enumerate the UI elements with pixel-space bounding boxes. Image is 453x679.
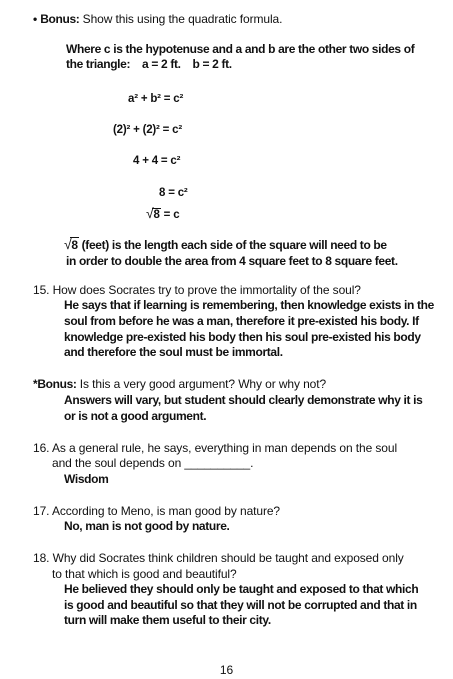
bonus-question-text: Is this a very good argument? Why or why not? <box>76 377 327 391</box>
question-17: 17. According to Meno, is man good by nature? <box>33 504 280 518</box>
answer-18-line-2: is good and beautiful so that they will not be corrupted and that in <box>64 598 417 612</box>
answer-15-line-1: He says that if learning is remembering, then knowledge exists in the <box>64 298 434 312</box>
bullet-marker: • <box>33 12 37 26</box>
answer-17: No, man is not good by nature. <box>64 519 230 533</box>
question-15: 15. How does Socrates try to prove the immortality of the soul? <box>33 283 361 297</box>
equation-3: 4 + 4 = c² <box>133 155 181 167</box>
square-root: √8 <box>146 205 160 221</box>
equation-4: 8 = c² <box>159 187 188 199</box>
question-16-line-2: and the soul depends on __________. <box>52 456 254 470</box>
equation-5: √8 = c <box>146 205 180 221</box>
bonus-label: Bonus: <box>40 12 80 26</box>
bonus-question-2 <box>33 377 326 391</box>
equation-1: a² + b² = c² <box>128 93 184 105</box>
bonus-question-1 <box>33 12 282 26</box>
square-root: √8 <box>64 236 78 252</box>
answer-18-line-3: turn will make them useful to their city. <box>64 613 271 627</box>
bonus-label: *Bonus: <box>33 377 77 391</box>
conclusion-line-1: √8 (feet) is the length each side of the square will need to be <box>64 236 387 252</box>
bonus-answer-line-1: Where c is the hypotenuse and a and b are the other two sides of <box>66 42 415 56</box>
question-18-line-2: to that which is good and beautiful? <box>52 567 237 581</box>
page-number: 16 <box>219 663 234 677</box>
bonus-2-answer-line-2: or is not a good argument. <box>64 409 207 423</box>
bonus-answer-line-2: the triangle: a = 2 ft. b = 2 ft. <box>66 57 232 71</box>
answer-15-line-4: and therefore the soul must be immortal. <box>64 345 283 359</box>
answer-16: Wisdom <box>64 472 109 486</box>
answer-18-line-1: He believed they should only be taught and exposed to that which <box>64 582 419 596</box>
equation-2: (2)² + (2)² = c² <box>113 124 183 136</box>
question-18-line-1: 18. Why did Socrates think children should be taught and exposed only <box>33 551 404 565</box>
answer-15-line-3: knowledge pre-existed his body then his soul pre-existed his body <box>64 330 421 344</box>
question-16-line-1: 16. As a general rule, he says, everything in man depends on the soul <box>33 441 398 455</box>
bonus-question-text: Show this using the quadratic formula. <box>79 12 283 26</box>
answer-15-line-2: soul from before he was a man, therefore it pre-existed his body. If <box>64 314 419 328</box>
bonus-2-answer-line-1: Answers will vary, but student should clearly demonstrate why it is <box>64 393 423 407</box>
conclusion-line-2: in order to double the area from 4 square feet to 8 square feet. <box>66 254 398 268</box>
